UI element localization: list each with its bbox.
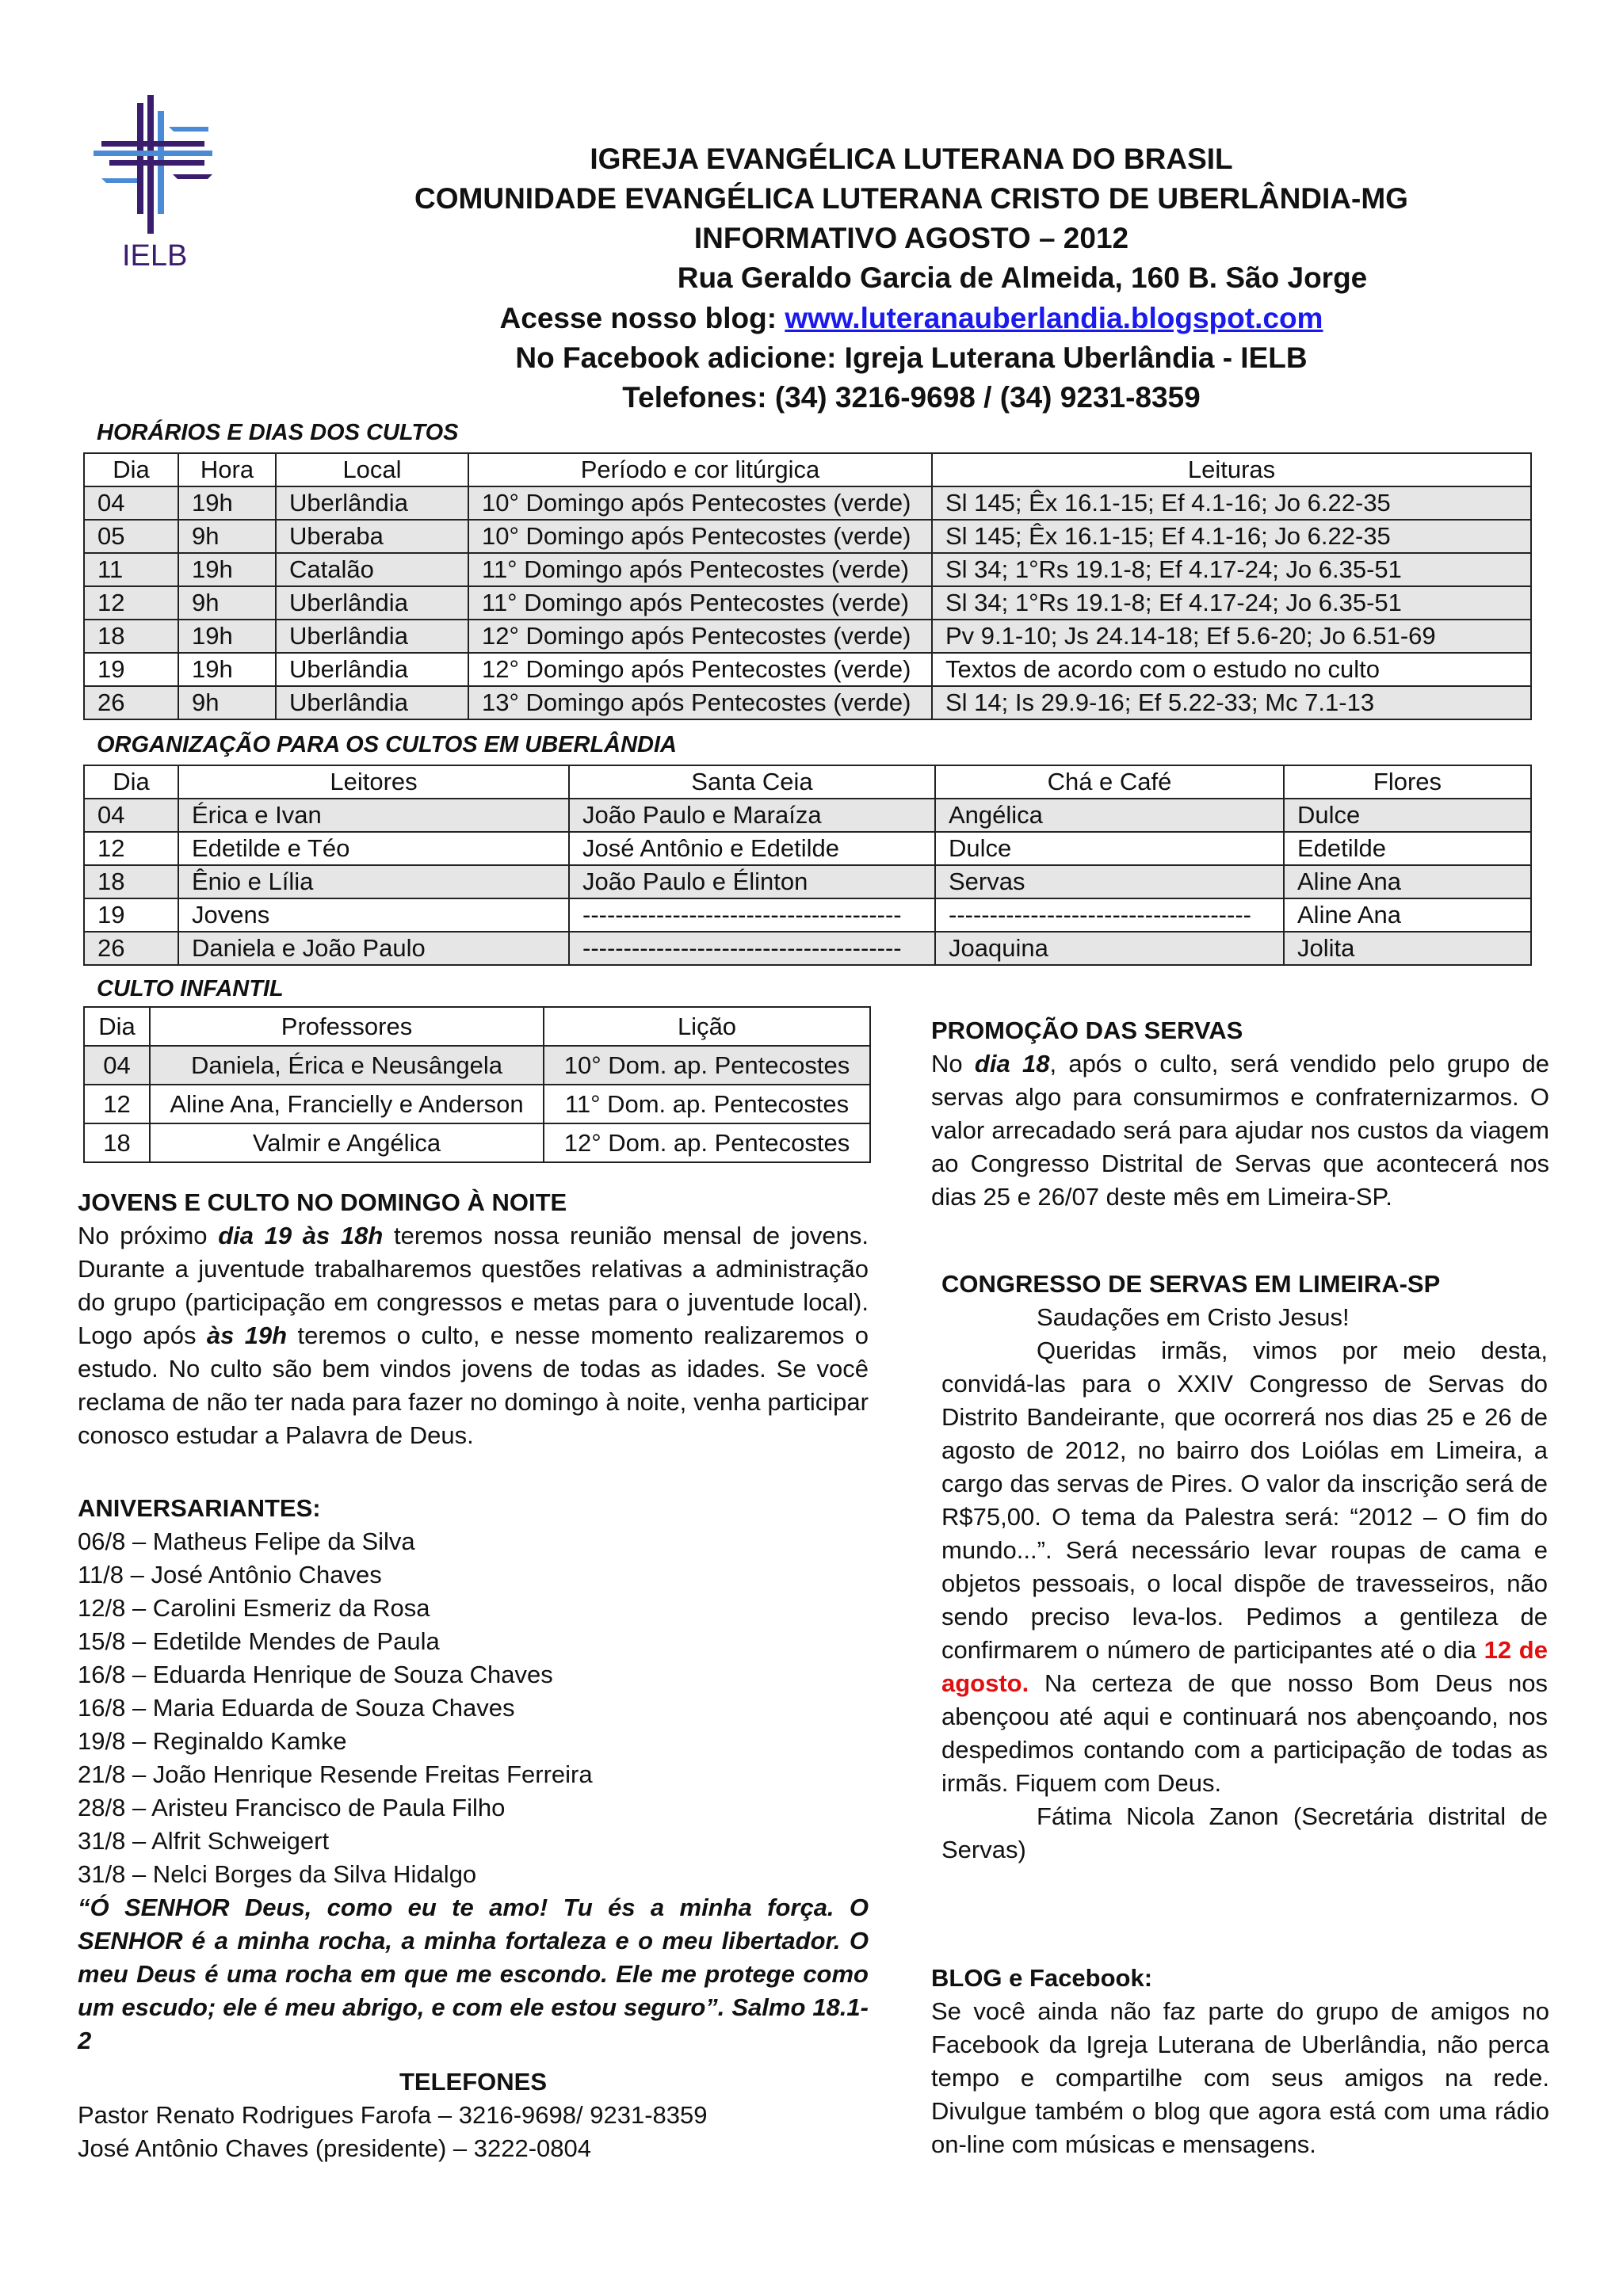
column-header: Santa Ceia	[569, 765, 935, 799]
table-cell: 19	[84, 653, 178, 686]
organizacao-table	[83, 765, 1532, 966]
table-cell: 12° Dom. ap. Pentecostes	[544, 1123, 870, 1162]
telefone-presidente: José Antônio Chaves (presidente) – 3222-0804	[78, 2134, 591, 2162]
jovens-title: JOVENS E CULTO NO DOMINGO À NOITE	[78, 1188, 567, 1216]
table-cell: Ênio e Lília	[178, 865, 569, 898]
table-cell: 12	[84, 586, 178, 620]
table-cell: 9h	[178, 520, 276, 553]
table-cell: Érica e Ivan	[178, 799, 569, 832]
list-item: 31/8 – Nelci Borges da Silva Hidalgo	[78, 1860, 477, 1888]
header-line1: IGREJA EVANGÉLICA LUTERANA DO BRASIL	[590, 143, 1233, 175]
table-row	[84, 486, 1531, 520]
table-cell: 26	[84, 932, 178, 965]
column-header: Lição	[544, 1007, 870, 1046]
table-cell: Uberlândia	[276, 486, 468, 520]
blog-link[interactable]: www.luteranauberlandia.blogspot.com	[785, 302, 1323, 334]
table-cell: Uberlândia	[276, 686, 468, 719]
table-cell: 18	[84, 1123, 150, 1162]
table-cell: Dulce	[935, 832, 1284, 865]
promocao-section	[931, 1014, 1549, 1214]
table-cell: 04	[84, 799, 178, 832]
header-line2: COMUNIDADE EVANGÉLICA LUTERANA CRISTO DE UBERLÂNDIA-MG	[414, 182, 1408, 215]
list-item: 31/8 – Alfrit Schweigert	[78, 1827, 330, 1855]
table-cell: 11° Domingo após Pentecostes (verde)	[468, 586, 932, 620]
ielb-cross-icon	[94, 95, 220, 246]
telefones-section	[78, 2065, 869, 2165]
table-cell: 19h	[178, 486, 276, 520]
table-cell: 26	[84, 686, 178, 719]
blog-label: Acesse nosso blog:	[499, 302, 785, 334]
table-cell: 18	[84, 620, 178, 653]
congresso-signature: Fátima Nicola Zanon (Secretária distrital de Servas)	[941, 1802, 1548, 1863]
table-row	[84, 932, 1531, 965]
blog-section	[931, 1962, 1549, 2161]
table-cell: Catalão	[276, 553, 468, 586]
table-cell: 9h	[178, 586, 276, 620]
column-header: Hora	[178, 453, 276, 486]
infantil-header-row	[84, 1007, 870, 1046]
aniversariantes-section	[78, 1492, 869, 2058]
table-cell: Uberaba	[276, 520, 468, 553]
congresso-text: Queridas irmãs, vimos por meio desta, convidá-las para o XXIV Congresso de Servas do Distrito Bandeirante, que ocorrerá nos dias 25 e 26 de agosto de 2012, no bairro dos Loiólas em Limeira, a cargo das servas de Pires. O valor da inscrição será de R$75,00. O tema da Palestra será: “2012 – O fim do mundo...”. Será necessário levar roupas de cama e objetos pessoais, o local dispõe de travesseiros, não sendo preciso leva-los. Pedimos a gentileza de confirmarem o número de participantes até o dia 12 de agosto. Na certeza de que nosso Bom Deus nos abençoou até aqui e continuará nos abençoando, nos despedimos contando com a participação de todas as irmãs. Fiquem com Deus.	[941, 1337, 1548, 1797]
table-cell: 10° Domingo após Pentecostes (verde)	[468, 520, 932, 553]
column-header: Dia	[84, 1007, 150, 1046]
table-cell: Pv 9.1-10; Js 24.14-18; Ef 5.6-20; Jo 6.51-69	[932, 620, 1531, 653]
header-line3: INFORMATIVO AGOSTO – 2012	[693, 222, 1129, 254]
table-cell: 10° Dom. ap. Pentecostes	[544, 1046, 870, 1085]
table-cell: 05	[84, 520, 178, 553]
table-cell: Daniela, Érica e Neusângela	[150, 1046, 544, 1085]
table-cell: 9h	[178, 686, 276, 719]
table-row	[84, 520, 1531, 553]
list-item: 19/8 – Reginaldo Kamke	[78, 1727, 347, 1755]
table-cell: Textos de acordo com o estudo no culto	[932, 653, 1531, 686]
table-cell: Aline Ana	[1284, 898, 1531, 932]
table-row	[84, 832, 1531, 865]
column-header: Dia	[84, 453, 178, 486]
blog-title: BLOG e Facebook:	[931, 1964, 1153, 1992]
table-cell: 04	[84, 1046, 150, 1085]
table-cell: 12° Domingo após Pentecostes (verde)	[468, 653, 932, 686]
table-cell: 19h	[178, 620, 276, 653]
table-cell: 11° Dom. ap. Pentecostes	[544, 1085, 870, 1123]
table-cell: Daniela e João Paulo	[178, 932, 569, 965]
table-cell: Jolita	[1284, 932, 1531, 965]
table-cell: Angélica	[935, 799, 1284, 832]
cultos-table	[83, 452, 1532, 720]
congresso-section	[941, 1268, 1548, 1867]
table-cell: Sl 145; Êx 16.1-15; Ef 4.1-16; Jo 6.22-35	[932, 486, 1531, 520]
table-cell: João Paulo e Élinton	[569, 865, 935, 898]
table-row	[84, 1123, 870, 1162]
list-item: 16/8 – Eduarda Henrique de Souza Chaves	[78, 1661, 553, 1688]
list-item: 28/8 – Aristeu Francisco de Paula Filho	[78, 1794, 506, 1821]
table-cell: 19	[84, 898, 178, 932]
table-cell: 13° Domingo após Pentecostes (verde)	[468, 686, 932, 719]
list-item: 06/8 – Matheus Felipe da Silva	[78, 1527, 415, 1555]
aniversariantes-title: ANIVERSARIANTES:	[78, 1494, 321, 1522]
table-cell: Sl 145; Êx 16.1-15; Ef 4.1-16; Jo 6.22-35	[932, 520, 1531, 553]
ielb-logo	[94, 95, 220, 277]
column-header: Leitores	[178, 765, 569, 799]
table-row	[84, 865, 1531, 898]
column-header: Professores	[150, 1007, 544, 1046]
list-item: 11/8 – José Antônio Chaves	[78, 1561, 382, 1589]
table-cell: 10° Domingo após Pentecostes (verde)	[468, 486, 932, 520]
table-cell: Valmir e Angélica	[150, 1123, 544, 1162]
telefone-pastor: Pastor Renato Rodrigues Farofa – 3216-9698/ 9231-8359	[78, 2101, 708, 2129]
cultos-title: HORÁRIOS E DIAS DOS CULTOS	[97, 420, 459, 445]
table-cell: Uberlândia	[276, 653, 468, 686]
infantil-title: CULTO INFANTIL	[97, 976, 284, 1001]
table-cell: 11	[84, 553, 178, 586]
table-cell: Joaquina	[935, 932, 1284, 965]
table-cell: Uberlândia	[276, 586, 468, 620]
table-cell: Sl 34; 1°Rs 19.1-8; Ef 4.17-24; Jo 6.35-51	[932, 553, 1531, 586]
table-cell: Sl 14; Is 29.9-16; Ef 5.22-33; Mc 7.1-13	[932, 686, 1531, 719]
table-cell: 12° Domingo após Pentecostes (verde)	[468, 620, 932, 653]
promocao-text: No dia 18, após o culto, será vendido pelo grupo de servas algo para consumirmos e confraternizarmos. O valor arrecadado será para ajudar nos custos da viagem ao Congresso Distrital de Servas que acontecerá nos dias 25 e 26/07 deste mês em Limeira-SP.	[931, 1050, 1549, 1211]
table-row	[84, 620, 1531, 653]
header-blog	[380, 299, 1442, 338]
congresso-greeting: Saudações em Cristo Jesus!	[1037, 1303, 1350, 1331]
table-cell: -------------------------------------	[935, 898, 1284, 932]
organizacao-title: ORGANIZAÇÃO PARA OS CULTOS EM UBERLÂNDIA	[97, 732, 677, 757]
table-cell: ---------------------------------------	[569, 898, 935, 932]
column-header: Dia	[84, 765, 178, 799]
table-cell: Servas	[935, 865, 1284, 898]
table-cell: João Paulo e Maraíza	[569, 799, 935, 832]
table-cell: Sl 34; 1°Rs 19.1-8; Ef 4.17-24; Jo 6.35-51	[932, 586, 1531, 620]
infantil-table	[83, 1006, 871, 1163]
list-item: 15/8 – Edetilde Mendes de Paula	[78, 1627, 440, 1655]
organizacao-header-row	[84, 765, 1531, 799]
table-cell: Aline Ana, Francielly e Anderson	[150, 1085, 544, 1123]
header-phones: Telefones: (34) 3216-9698 / (34) 9231-8359	[622, 381, 1201, 414]
list-item: 21/8 – João Henrique Resende Freitas Ferreira	[78, 1760, 593, 1788]
table-cell: Edetilde	[1284, 832, 1531, 865]
table-row	[84, 686, 1531, 719]
telefones-title: TELEFONES	[399, 2068, 547, 2096]
logo-text: IELB	[122, 239, 188, 273]
salmo-quote: “Ó SENHOR Deus, como eu te amo! Tu és a minha força. O SENHOR é a minha rocha, a minha fortaleza e o meu libertador. O meu Deus é uma rocha em que me escondo. Ele me protege como um escudo; ele é meu abrigo, e com ele estou seguro”. Salmo 18.1-2	[78, 1894, 869, 2054]
table-row	[84, 898, 1531, 932]
column-header: Leituras	[932, 453, 1531, 486]
table-cell: ---------------------------------------	[569, 932, 935, 965]
table-row	[84, 1046, 870, 1085]
list-item: 16/8 – Maria Eduarda de Souza Chaves	[78, 1694, 515, 1722]
table-row	[84, 1085, 870, 1123]
table-cell: 19h	[178, 553, 276, 586]
table-row	[84, 553, 1531, 586]
table-cell: Edetilde e Téo	[178, 832, 569, 865]
table-row	[84, 799, 1531, 832]
column-header: Flores	[1284, 765, 1531, 799]
list-item: 12/8 – Carolini Esmeriz da Rosa	[78, 1594, 430, 1622]
promocao-title: PROMOÇÃO DAS SERVAS	[931, 1016, 1243, 1044]
table-cell: 11° Domingo após Pentecostes (verde)	[468, 553, 932, 586]
jovens-section	[78, 1186, 869, 1452]
table-cell: Dulce	[1284, 799, 1531, 832]
jovens-text: No próximo dia 19 às 18h teremos nossa reunião mensal de jovens. Durante a juventude trabalharemos questões relativas a administração do grupo (participação em congressos e metas para o juventude local). Logo após às 19h teremos o culto, e nesse momento realizaremos o estudo. No culto são bem vindos jovens de todas as idades. Se você reclama de não ter nada para fazer no domingo à noite, venha participar conosco estudar a Palavra de Deus.	[78, 1222, 869, 1449]
cultos-header-row	[84, 453, 1531, 486]
header-facebook: No Facebook adicione: Igreja Luterana Uberlândia - IELB	[515, 341, 1308, 374]
table-cell: 12	[84, 832, 178, 865]
header-address: Rua Geraldo Garcia de Almeida, 160 B. São Jorge	[677, 261, 1368, 294]
table-cell: 19h	[178, 653, 276, 686]
table-cell: José Antônio e Edetilde	[569, 832, 935, 865]
column-header: Chá e Café	[935, 765, 1284, 799]
table-cell: 18	[84, 865, 178, 898]
column-header: Período e cor litúrgica	[468, 453, 932, 486]
table-row	[84, 586, 1531, 620]
congresso-title: CONGRESSO DE SERVAS EM LIMEIRA-SP	[941, 1270, 1441, 1298]
table-cell: Jovens	[178, 898, 569, 932]
blog-text: Se você ainda não faz parte do grupo de amigos no Facebook da Igreja Luterana de Uberlândia, não perca tempo e compartilhe com seus amigos na rede. Divulgue também o blog que agora está com uma rádio on-line com músicas e mensagens.	[931, 1997, 1549, 2158]
aniversariantes-list	[78, 1525, 869, 1891]
column-header: Local	[276, 453, 468, 486]
table-cell: Aline Ana	[1284, 865, 1531, 898]
table-cell: 04	[84, 486, 178, 520]
table-row	[84, 653, 1531, 686]
table-cell: Uberlândia	[276, 620, 468, 653]
table-cell: 12	[84, 1085, 150, 1123]
